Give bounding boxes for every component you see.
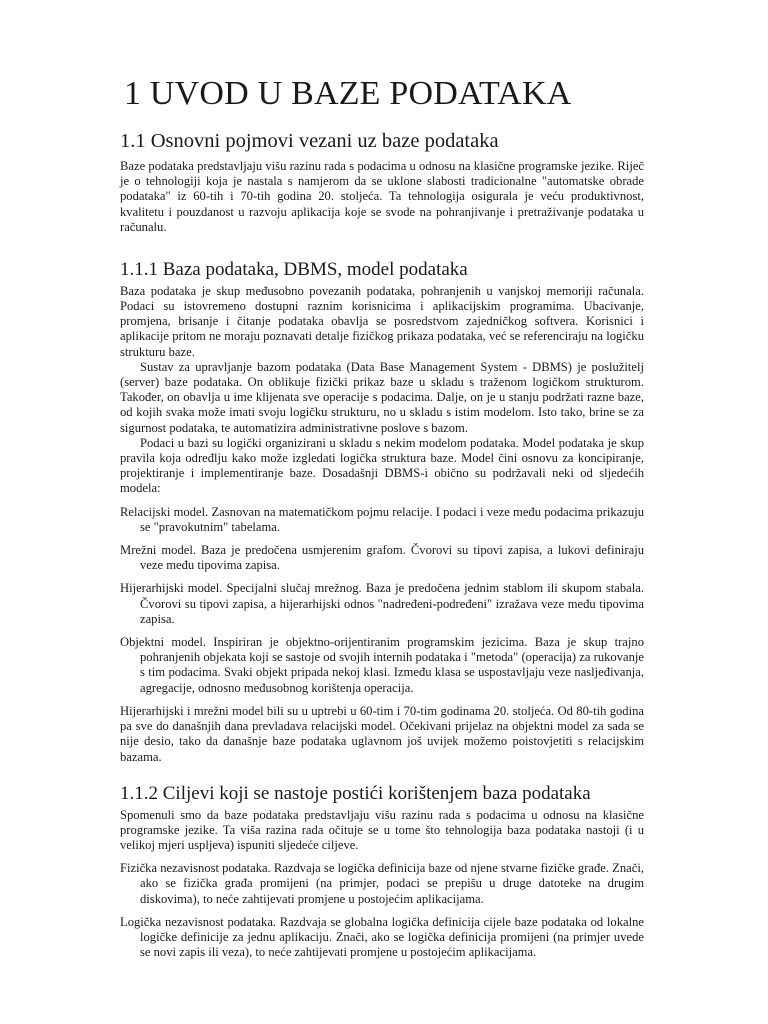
goal-item-fizicka-nezavisnost: Fizička nezavisnost podataka. Razdvaja se logička definicija baze od njene stvarne fizičke građe. Znači, ako se fizička građa promijeni (na primjer, podaci se prepišu u druge datoteke na drugim diskovima), to neće zahtijevati promjene u postojećim aplikacijama. bbox=[120, 861, 644, 906]
paragraph-ciljevi-intro: Spomenuli smo da baze podataka predstavljaju višu razinu rada s podacima u odnosu na klasične programske jezike. Ta viša razina rada očituje se u tome što tehnologija baza podataka nastoji (i u velikoj mjeri uspljeva) ispuniti sljedeće ciljeve. bbox=[120, 807, 644, 852]
paragraph-model-podataka: Podaci u bazi su logički organizirani u skladu s nekim modelom podataka. Model podataka je skup pravila koja određlju kako može izgledati logička struktura baze. Model čini osnovu za koncipiranje, projektiranje i implementiranje baze. Dosadašnji DBMS-i obično su podržavali neki od sljedećih modela: bbox=[120, 435, 644, 496]
model-item-mrezni: Mrežni model. Baza je predočena usmjerenim grafom. Čvorovi su tipovi zapisa, a lukovi definiraju veze među tipovima zapisa. bbox=[120, 543, 644, 573]
section-heading-1-1-1: 1.1.1 Baza podataka, DBMS, model podataka bbox=[120, 258, 468, 280]
model-item-objektni: Objektni model. Inspiriran je objektno-orijentiranim programskim jezicima. Baza je skup trajno pohranjenih objekata koji se sastoje od svojih internih podataka i "metoda" (operacija) za rukovanje s tim podacima. Svaki objekt pripada nekoj klasi. Između klasa se uspostavljaju veze nasljeđivanja, agregacije, odnosno međusobnog korištenja operacija. bbox=[120, 635, 644, 695]
goal-list bbox=[120, 861, 644, 960]
paragraph-dbms: Sustav za upravljanje bazom podataka (Data Base Management System - DBMS) je poslužitelj (server) baze podataka. On oblikuje fizički prikaz baze u skladu s traženom logičkom strukturom. Također, on obavlja u ime klijenata sve operacije s podacima. Dalje, on je u stanju podržati razne baze, od kojih svaka može imati svoju logičku strukturu, no u skladu s istim modelom. Isto tako, brine se za sigurnost podataka, te automatizira administrativne poslove s bazom. bbox=[120, 359, 644, 435]
section-heading-1-1: 1.1 Osnovni pojmovi vezani uz baze podataka bbox=[120, 130, 499, 153]
section-1-1-paragraph: Baze podataka predstavljaju višu razinu rada s podacima u odnosu na klasične programske jezike. Riječ je o tehnologiji koja je nastala s namjerom da se uklone slabosti tradicionalne "automatske obrade podataka" iz 60-tih i 70-tih godina 20. stoljeća. Ta tehnologija osigurala je veću produktivnost, kvalitetu i pouzdanost u razvoju aplikacija koje se svode na pohranjivanje i pretraživanje podataka u računalu. bbox=[120, 158, 644, 234]
model-item-relacijski: Relacijski model. Zasnovan na matematičkom pojmu relacije. I podaci i veze među podacima prikazuju se "pravokutnim" tabelama. bbox=[120, 504, 644, 534]
goal-item-logicka-nezavisnost: Logička nezavisnost podataka. Razdvaja se globalna logička definicija cijele baze podataka od lokalne logičke definicije za jednu aplikaciju. Znači, ako se logička definicija promijeni (na primjer uvede se novi zapis ili veza), to neće zahtijevati promjene u postojećim aplikacijama. bbox=[120, 914, 644, 960]
paragraph-baza-podataka: Baza podataka je skup međusobno povezanih podataka, pohranjenih u vanjskoj memoriji računala. Podaci su istovremeno dostupni raznim korisnicima i aplikacijskim programima. Ubacivanje, promjena, brisanje i čitanje podataka obavlja se posredstvom zajedničkog softvera. Korisnici i aplikacije pritom ne moraju poznavati detalje fizičkog prikaza podataka, već se referenciraju na logičku strukturu baze. bbox=[120, 283, 644, 359]
chapter-title: 1 UVOD U BAZE PODATAKA bbox=[124, 75, 572, 112]
section-heading-1-1-2: 1.1.2 Ciljevi koji se nastoje postići korištenjem baza podataka bbox=[120, 782, 591, 804]
paragraph-closing: Hijerarhijski i mrežni model bili su u uptrebi u 60-tim i 70-tim godinama 20. stoljeća. Od 80-tih godina pa sve do današnjih dana prevladava relacijski model. Očekivani prijelaz na objektni model za sada se nije desio, tako da današnje baze podataka uglavnom još uvijek možemo poistovjetiti s relacijskim bazama. bbox=[120, 703, 644, 764]
model-list bbox=[120, 505, 644, 696]
model-item-hijerarhijski: Hijerarhijski model. Specijalni slučaj mrežnog. Baza je predočena jednim stablom ili skupom stabala. Čvorovi su tipovi zapisa, a hijerarhijski odnos "nadređeni-podređeni" izražava veze među tipovima zapisa. bbox=[120, 581, 644, 626]
